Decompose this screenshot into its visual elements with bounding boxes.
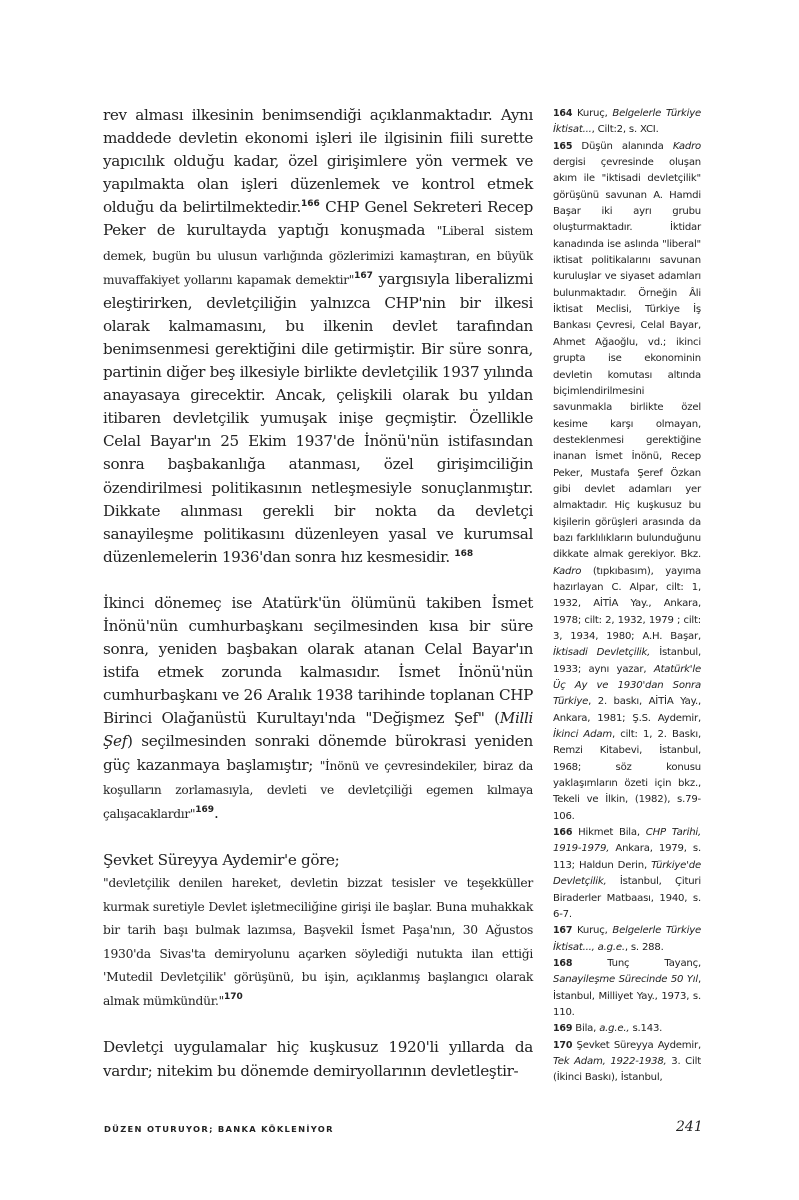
inline-quote-inonu: "İnönü ve çevresindekiler, biraz da koşulların zorlamasıyla, devleti ve devletçiliği egemen kılmaya çalışacaklardır" <box>103 758 533 821</box>
sidenote-number: 165 <box>553 140 573 152</box>
footnote-ref-169[interactable]: 169 <box>195 804 215 815</box>
sidenote-165: 165 Düşün alanında Kadro dergisi çevresinde oluşan akım ile "iktisadi devletçilik" görüşünü savunan A. Hamdi Başar iki ayrı grubu oluşturmaktadır. İktidar kanadında ise aslında "liberal" iktisat politikalarını savunan kuruluşlar ve siyaset adamları bulunmaktadır. Örneğin Âli İktisat Meclisi, Türkiye İş Bankası Çevresi, Celal Bayar, Ahmet Ağaoğlu, vd.; ikinci grupta ise ekonominin devletin komutası altında biçimlendirilmesini savunmakla birlikte özel kesime karşı olmayan, desteklenmesi gerektiğine inanan İsmet İnönü, Recep Peker, Mustafa Şeref Özkan gibi devlet adamları yer almaktadır. Hiç kuşkusuz bu kişilerin görüşleri arasında da bazı farklılıkların bulunduğunu dikkate almak gerekiyor. Bkz. Kadro (tıpkıbasım), yayıma hazırlayan C. Alpar, cilt: 1, 1932, AİTİA Yay., Ankara, 1978; cilt: 2, 1932, 1979 ; cilt: 3, 1934, 1980; A.H. Başar, İktisadi Devletçilik, İstanbul, 1933; aynı yazar, Atatürk'le Üç Ay ve 1930'dan Sonra Türkiye, 2. baskı, AİTİA Yay., Ankara, 1981; Ş.S. Aydemir, İkinci Adam, cilt: 1, 2. Baskı, Remzi Kitabevi, İstanbul, 1968; söz konusu yaklaşımların özeti için bkz., Tekeli ve İlkin, (1982), s.79-106. <box>553 140 701 822</box>
page-number: 241 <box>676 1119 703 1135</box>
sidenotes-column <box>553 106 701 1087</box>
sidenote-number: 170 <box>553 1039 573 1051</box>
sidenote-168: 168 Tunç Tayanç, Sanayileşme Sürecinde 50 Yıl, İstanbul, Milliyet Yay., 1973, s. 110. <box>553 957 701 1018</box>
sidenote-number: 164 <box>553 108 573 119</box>
footnote-ref-166[interactable]: 166 <box>300 199 320 210</box>
sidenote-170: 170 Şevket Süreyya Aydemir, Tek Adam, 1922-1938, 3. Cilt (İkinci Baskı), İstanbul, <box>553 1039 701 1084</box>
sidenote-166: 166 Hikmet Bila, CHP Tarihi, 1919-1979, Ankara, 1979, s. 113; Haldun Derin, Türkiye'de Devletçilik, İstanbul, Çituri Biraderler Matbaası, 1940, s. 6-7. <box>553 827 701 920</box>
paragraph-1: rev alması ilkesinin benimsendiği açıklanmaktadır. Aynı maddede devletin ekonomi işleri ile ilgisinin fiili surette yapıcılık olduğu kadar, özel girişimlere yön vermek ve yapılmakta olan işleri düzenlemek ve kontrol etmek olduğu da belirtilmektedir.$^{166}$ CHP Genel Sekreteri Recep Peker de kurultayda yaptığı konuşmada "Liberal sistem demek, bugün bu ulusun varlığında gözlerimizi kamaştıran, en büyük muvaffakiyet yollarını kapamak demektir"$^{167}$ yargısıyla liberalizmi eleştirirken, devletçiliğin yalnızca CHP'nin bir ilkesi olarak kalmamasını, bu ilkenin devlet tarafından benimsenmesi gerektiğini dile getirmiştir. Bir süre sonra, partinin diğer beş ilkesiyle birlikte devletçilik 1937 yılında anayasaya girecektir. Ancak, çelişkili olarak bu yıldan itibaren devletçilik yumuşak inişe geçmiştir. Özellikle Celal Bayar'ın 25 Ekim 1937'de İnönü'nün istifasından sonra başbakanlığa atanması, özel girişimciliğin özendirilmesi politikasının netleşmesiyle sonuçlanmıştır. Dikkate alınması gerekli bir nokta da devletçi sanayileşme politikasını düzenleyen yasal ve kurumsal düzenlemelerin 1936'dan sonra hız kesmesidir. $^{168}$ <box>103 106 534 566</box>
sidenote-number: 166 <box>553 827 573 839</box>
sidenote-164: 164 Kuruç, Belgelerle Türkiye İktisat..., Cilt:2, s. XCI. <box>553 108 701 136</box>
inline-quote-peker: "Liberal sistem demek, bugün bu ulusun varlığında gözlerimizi kamaştıran, en büyük muvaffakiyet yollarını kapamak demektir" <box>103 224 533 287</box>
sidenote-number: 167 <box>553 925 573 937</box>
paragraph-3-lead: Şevket Süreyya Aydemir'e göre; <box>103 850 340 869</box>
footnote-ref-170[interactable]: 170 <box>223 991 243 1002</box>
sidenote-167: 167 Kuruç, Belgelerle Türkiye İktisat..., a.g.e., s. 288. <box>553 925 701 953</box>
sidenote-number: 169 <box>553 1023 573 1035</box>
paragraph-2: İkinci dönemeç ise Atatürk'ün ölümünü takiben İsmet İnönü'nün cumhurbaşkanı seçilmesinden kısa bir süre sonra, yeniden başbakan olarak atanan Celal Bayar'ın istifa etmek zorunda kalmasıdır. İsmet İnönü'nün cumhurbaşkanı ve 26 Aralık 1938 tarihinde toplanan CHP Birinci Olağanüstü Kurultayı'nda "Değişmez Şef" (Milli Şef) seçilmesinden sonraki dönemde bürokrasi yeniden güç kazanmaya başlamıştır; "İnönü ve çevresindekiler, biraz da koşulların zorlamasıyla, devleti ve devletçiliği egemen kılmaya çalışacaklardır"$^{169}$. <box>103 593 533 822</box>
block-quote-aydemir: "devletçilik denilen hareket, devletin bizzat tesisler ve teşekküller kurmak suretiyle Devlet işletmeciliğine girişi ile başlar. Buna muhakkak bir tarih başı bulmak lazımsa, Başvekil İsmet Paşa'nın, 30 Ağustos 1930'da Sivas'ta demiryolunu açarken söylediği nutukta ilan ettiği 'Mutedil Devletçilik' görüşünü, bu işin, açıklanmış başlangıcı olarak almak mümkündür."$^{170}$ <box>103 875 533 1008</box>
paragraph-4: Devletçi uygulamalar hiç kuşkusuz 1920'li yıllarda da vardır; nitekim bu dönemde demiryollarının devletleştir- <box>103 1038 533 1080</box>
footnote-ref-167[interactable]: 167 <box>354 270 373 281</box>
footnote-ref-168[interactable]: 168 <box>454 548 474 559</box>
sidenote-number: 168 <box>553 957 573 969</box>
main-text-column <box>103 104 533 1083</box>
sidenote-169: 169 Bila, a.g.e., s.143. <box>553 1023 663 1035</box>
running-title: DÜZEN OTURUYOR; BANKA KÖKLENİYOR <box>104 1124 334 1134</box>
